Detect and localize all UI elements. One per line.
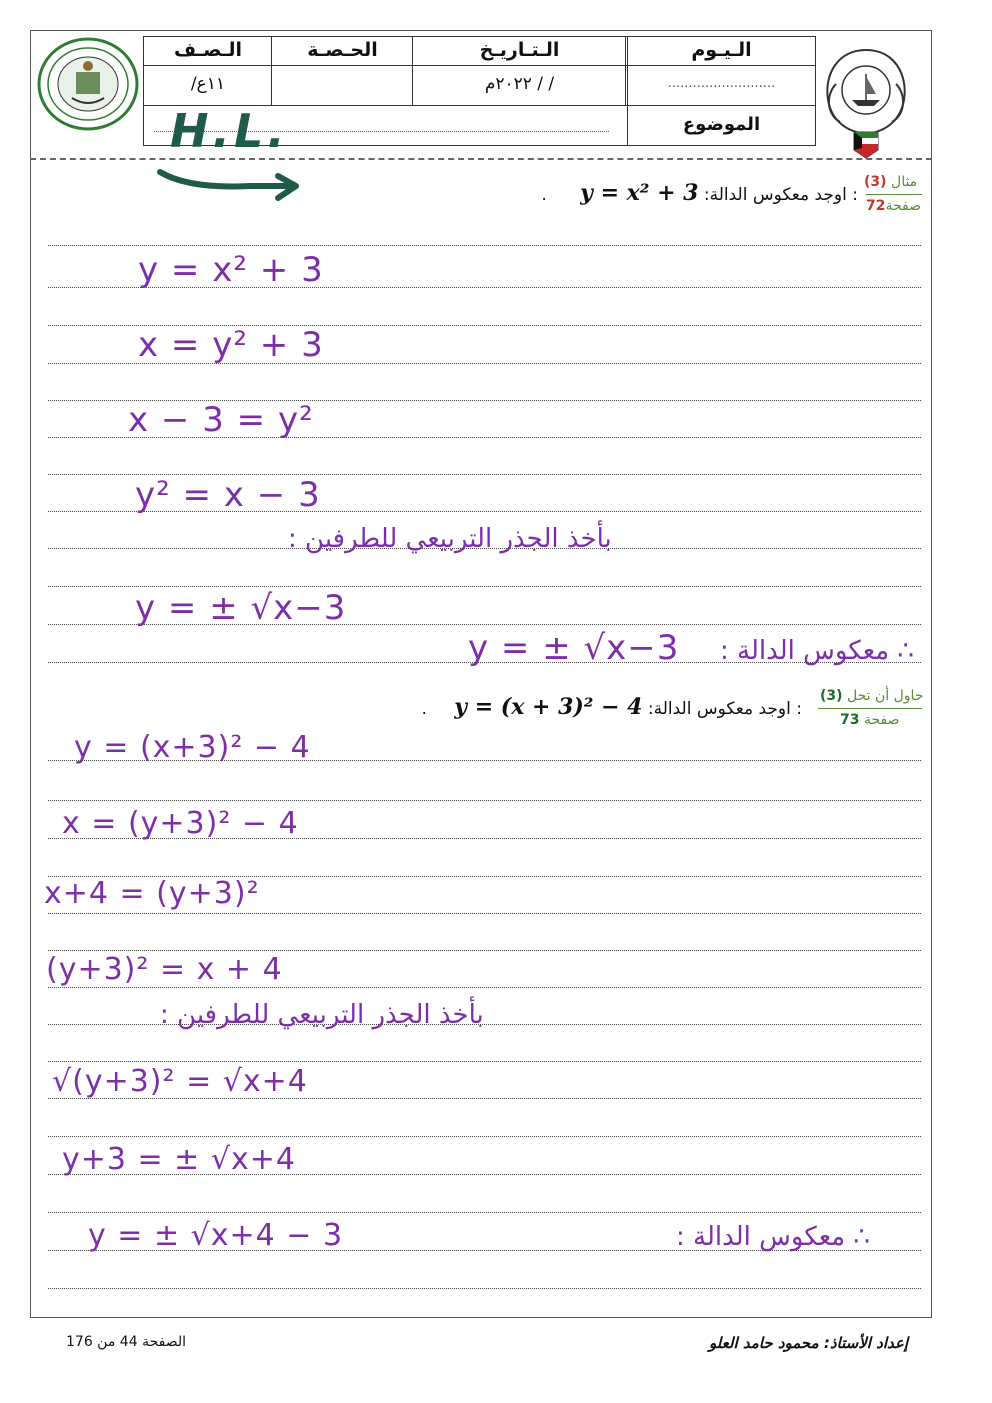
solution2-line5: √(y+3)² = √x+4 [52, 1064, 308, 1099]
try-number: (3) [820, 688, 843, 704]
topic-label: الموضوع [682, 114, 761, 135]
try-page [840, 712, 899, 728]
handwritten-title: H.L. [170, 104, 289, 158]
day-value: .......................... [667, 76, 776, 91]
try-label [820, 688, 923, 704]
solution1-line5: y = ± √x−3 [135, 588, 347, 628]
ruled-line [48, 800, 921, 801]
solution1-line3: x − 3 = y² [128, 400, 314, 440]
ruled-line [48, 245, 921, 246]
example-equation: y = x² + 3 [580, 180, 699, 206]
example-page-number: 72 [866, 198, 886, 214]
example-page-label: صفحة [885, 198, 921, 214]
example-label-text: مثال [891, 174, 918, 190]
header-separator [30, 158, 932, 160]
school-emblem-icon [36, 36, 140, 132]
example-page [866, 198, 921, 214]
try-page-number: 73 [840, 712, 860, 728]
solution2-line4: (y+3)² = x + 4 [46, 952, 283, 987]
try-page-label: صفحة [863, 712, 900, 728]
solution1-result-label: ∴ معكوس الدالة : [720, 636, 914, 666]
example-prompt [541, 180, 858, 206]
ruled-line [48, 1212, 921, 1213]
page-frame [30, 30, 932, 1318]
ruled-line [48, 987, 921, 988]
ruled-line [48, 913, 921, 914]
footer-page-number: الصفحة 44 من 176 [66, 1334, 186, 1350]
solution1-line2: x = y² + 3 [138, 325, 324, 365]
ruled-line [48, 1288, 921, 1289]
class-label: الـصـف [174, 39, 242, 61]
example-end-dot: . [541, 185, 547, 205]
example-label-rule [866, 194, 922, 195]
solution2-line2: x = (y+3)² − 4 [62, 806, 299, 841]
try-end-dot: . [421, 699, 427, 719]
ruled-line [48, 1061, 921, 1062]
example-number: (3) [864, 174, 887, 190]
try-equation: y = (x + 3)² − 4 [454, 694, 643, 720]
example-prompt-text: : اوجد معكوس الدالة: [703, 185, 858, 205]
ruled-line [48, 586, 921, 587]
period-label: الحـصـة [307, 39, 378, 61]
solution1-line4: y² = x − 3 [135, 475, 321, 515]
try-prompt [421, 694, 802, 720]
footer-author: إعداد الأستاذ: محمود حامد العلو [708, 1334, 908, 1352]
solution2-line3: x+4 = (y+3)² [44, 876, 260, 911]
solution2-line7: y = ± √x+4 − 3 [88, 1218, 344, 1253]
class-value: ١١ع/ [190, 74, 226, 94]
example-label [864, 174, 917, 190]
try-label-rule [818, 708, 922, 709]
date-value: / / ٢٠٢٢م [484, 74, 555, 94]
solution1-result: y = ± √x−3 [468, 628, 680, 668]
solution2-note: بأخذ الجذر التربيعي للطرفين : [160, 1000, 484, 1030]
solution1-note: بأخذ الجذر التربيعي للطرفين : [288, 524, 612, 554]
ruled-line [48, 1136, 921, 1137]
solution1-line1: y = x² + 3 [138, 250, 324, 290]
date-label: الـتـاريـخ [479, 39, 560, 61]
try-prompt-text: : اوجد معكوس الدالة: [647, 699, 802, 719]
ruled-line [48, 950, 921, 951]
solution2-line6: y+3 = ± √x+4 [62, 1142, 296, 1177]
solution2-result-label: ∴ معكوس الدالة : [676, 1222, 870, 1252]
try-label-text: حاول أن تحل [847, 688, 924, 704]
solution2-line1: y = (x+3)² − 4 [74, 730, 311, 765]
kuwait-emblem-icon [818, 44, 914, 160]
day-label: الـيـوم [691, 39, 752, 61]
